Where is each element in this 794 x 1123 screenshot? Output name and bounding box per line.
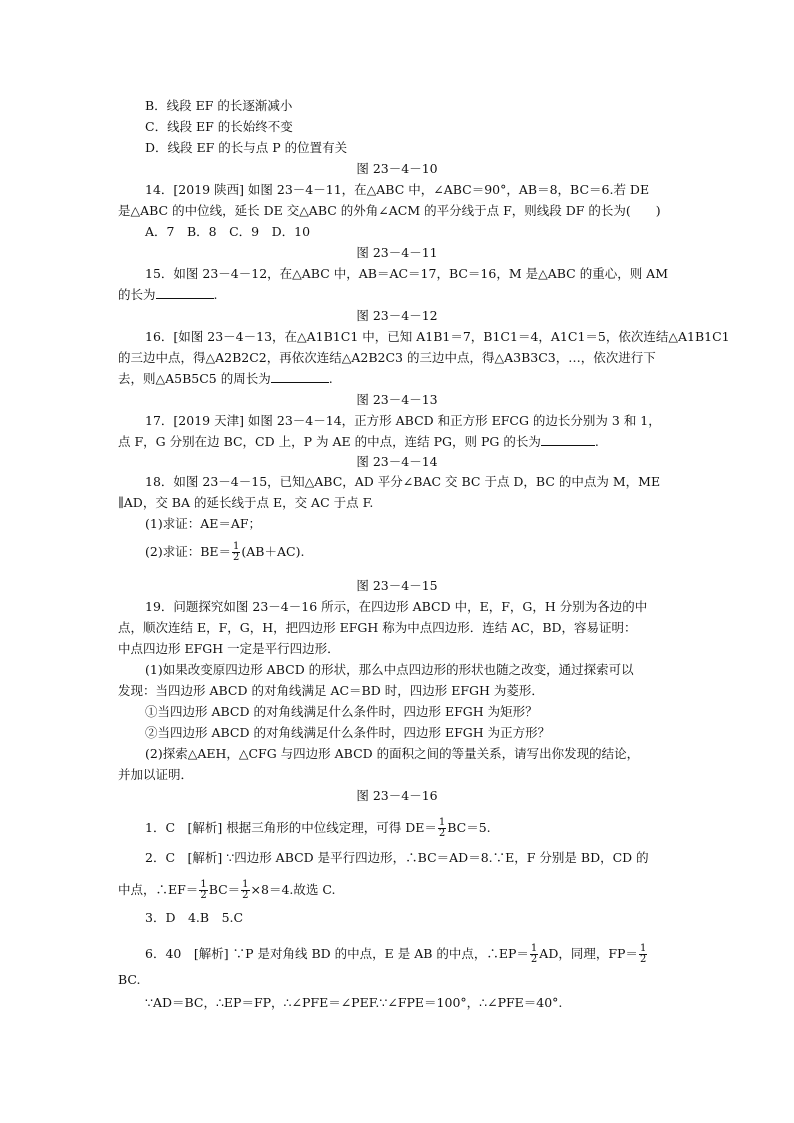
- q19-line-3: 中点四边形 EFGH 一定是平行四边形．: [118, 641, 340, 656]
- q19-line-6: ①当四边形 ABCD 的对角线满足什么条件时，四边形 EFGH 为矩形？: [145, 704, 538, 719]
- q19-line-2: 点，顺次连结 E，F，G，H，把四边形 EFGH 称为中点四边形．连结 AC，BD，容易证明：: [118, 620, 637, 635]
- figure-caption-10: 图 23－4－10: [356, 161, 438, 176]
- figure-caption-15: 图 23－4－15: [356, 578, 438, 593]
- q18-line-2: ∥AD，交 BA 的延长线于点 E，交 AC 于点 F.: [118, 495, 374, 510]
- answer-3-5: 3．D 4.B 5.C: [145, 910, 244, 925]
- q17-line-2: 点 F，G 分别在边 BC，CD 上，P 为 AE 的中点，连结 PG，则 PG 的长为 .: [118, 434, 599, 449]
- q19-line-5: 发现：当四边形 ABCD 的对角线满足 AC＝BD 时，四边形 EFGH 为菱形．: [118, 683, 544, 698]
- answer-blank[interactable]: [541, 434, 595, 446]
- q19-line-1: 19．问题探究如图 23－4－16 所示，在四边形 ABCD 中，E，F，G，H 分别为各边的中: [145, 599, 648, 614]
- answer-2-line-2: 中点，∴EF＝ $\frac{1}{2}$ BC＝ $\frac{1}{2}$ ×8＝4.故选 C.: [118, 879, 336, 901]
- q19-line-7: ②当四边形 ABCD 的对角线满足什么条件时，四边形 EFGH 为正方形？: [145, 725, 551, 740]
- figure-caption-12: 图 23－4－12: [356, 308, 438, 323]
- answer-6-line-3: ∵AD＝BC，∴EP＝FP，∴∠PFE＝∠PEF.∵∠FPE＝100°，∴∠PFE＝40°.: [145, 995, 563, 1010]
- fraction-half: $\frac{1}{2}$: [438, 817, 446, 839]
- q14-line-2: 是△ABC 的中位线，延长 DE 交△ABC 的外角∠ACM 的平分线于点 F，则线段 DF 的长为( ): [118, 203, 661, 218]
- figure-caption-13: 图 23－4－13: [356, 392, 438, 407]
- option-d: D．线段 EF 的长与点 P 的位置有关: [145, 140, 348, 155]
- q16-line-3: 去，则△A5B5C5 的周长为 .: [118, 371, 333, 386]
- answer-6-line-2: BC.: [118, 972, 141, 987]
- q16-line-1: 16．[如图 23－4－13，在△A1B1C1 中，已知 A1B1＝7，B1C1＝4，A1C1＝5，依次连结△A1B1C1: [145, 329, 730, 344]
- q19-line-8: (2)探索△AEH，△CFG 与四边形 ABCD 的面积之间的等量关系，请写出你发现的结论，: [145, 746, 640, 761]
- figure-caption-11: 图 23－4－11: [356, 245, 438, 260]
- fraction-half: $\frac{1}{2}$: [242, 879, 249, 901]
- fraction-half: $\frac{1}{2}$: [200, 879, 207, 901]
- option-c: C．线段 EF 的长始终不变: [145, 119, 293, 134]
- q15-line-1: 15．如图 23－4－12，在△ABC 中，AB＝AC＝17，BC＝16，M 是△ABC 的重心，则 AM: [145, 266, 669, 281]
- q16-text: 去，则△A5B5C5 的周长为: [118, 371, 271, 386]
- q14-line-1: 14．[2019 陕西] 如图 23－4－11，在△ABC 中，∠ABC＝90°，AB＝8，BC＝6.若 DE: [145, 182, 650, 197]
- answer-6-line-1: 6．40 [解析] ∵P 是对角线 BD 的中点，E 是 AB 的中点，∴EP＝ $\frac{1}{2}$ AD，同理，FP＝ $\frac{1}{2}$: [145, 943, 647, 965]
- q18-line-1: 18．如图 23－4－15，已知△ABC，AD 平分∠BAC 交 BC 于点 D，BC 的中点为 M，ME: [145, 474, 661, 489]
- q18-part-2: (2)求证：BE＝ $\frac{1}{2}$ (AB＋AC).: [145, 541, 305, 563]
- figure-caption-16: 图 23－4－16: [356, 788, 438, 803]
- q15-text: 的长为: [118, 287, 156, 302]
- q14-options: A．7 B．8 C．9 D．10: [145, 224, 311, 239]
- q17-line-1: 17．[2019 天津] 如图 23－4－14，正方形 ABCD 和正方形 EFCG 的边长分别为 3 和 1，: [145, 413, 661, 428]
- q18-part-1: (1)求证：AE＝AF；: [145, 516, 262, 531]
- fraction-half: $\frac{1}{2}$: [639, 943, 647, 965]
- figure-caption-14: 图 23－4－14: [356, 454, 438, 469]
- q15-line-2: 的长为 .: [118, 287, 218, 302]
- q17-text: 点 F，G 分别在边 BC，CD 上，P 为 AE 的中点，连结 PG，则 PG 的长为: [118, 434, 541, 449]
- answer-blank[interactable]: [271, 371, 329, 383]
- q16-line-2: 的三边中点，得△A2B2C2，再依次连结△A2B2C3 的三边中点，得△A3B3C3，…，依次进行下: [118, 350, 656, 365]
- answer-1: 1．C [解析] 根据三角形的中位线定理，可得 DE＝ $\frac{1}{2}$ BC＝5.: [145, 817, 491, 839]
- answer-2-line-1: 2．C [解析] ∵四边形 ABCD 是平行四边形，∴BC＝AD＝8.∵E，F 分别是 BD，CD 的: [145, 850, 649, 865]
- fraction-half: $\frac{1}{2}$: [233, 541, 240, 563]
- q19-line-4: (1)如果改变原四边形 ABCD 的形状，那么中点四边形的形状也随之改变，通过探索可以: [145, 662, 634, 677]
- fraction-half: $\frac{1}{2}$: [530, 943, 538, 965]
- q19-line-9: 并加以证明．: [118, 767, 194, 782]
- answer-blank[interactable]: [156, 287, 214, 299]
- option-b: B．线段 EF 的长逐渐减小: [145, 98, 293, 113]
